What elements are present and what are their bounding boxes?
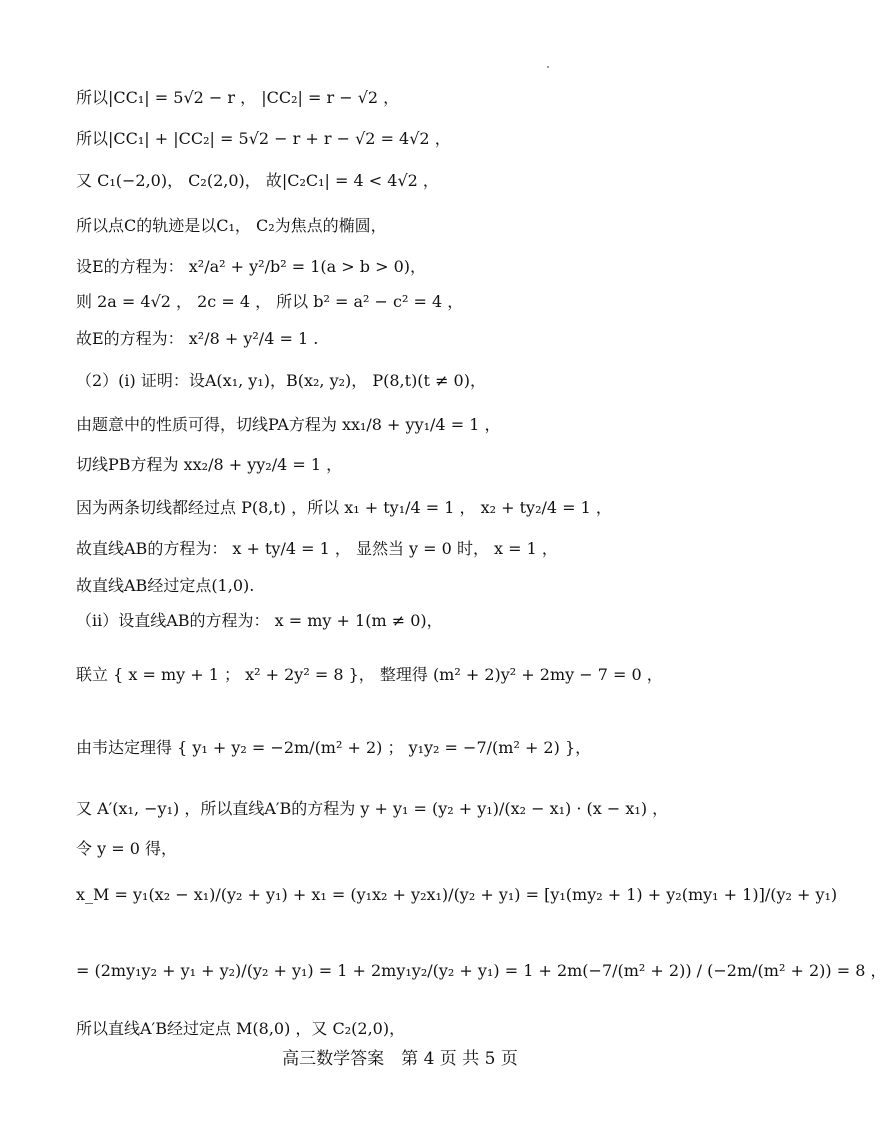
text-line: 所以点C的轨迹是以C₁， C₂为焦点的椭圆， xyxy=(76,216,387,235)
text-line: 又 A′(x₁, −y₁) ，所以直线A′B的方程为 y + y₁ = (y₂ + y₁)/(x₂ − x₁) · (x − x₁) ， xyxy=(76,799,669,818)
text-line: x_M = y₁(x₂ − x₁)/(y₂ + y₁) + x₁ = (y₁x₂ + y₂x₁)/(y₂ + y₁) = [y₁(my₂ + 1) + y₂(my₁ + 1)]/(y₂ + y₁) xyxy=(76,885,838,904)
text-line: （2）(i) 证明：设A(x₁, y₁)，B(x₂, y₂)， P(8,t)(t ≠ 0)， xyxy=(76,371,486,390)
text-line: 设E的方程为： x²/a² + y²/b² = 1(a > b > 0)， xyxy=(76,257,426,276)
text-line: 所以直线A′B经过定点 M(8,0) ，又 C₂(2,0)， xyxy=(76,1019,406,1038)
text-line: 所以|CC₁| = 5√2 − r ， |CC₂| = r − √2 ， xyxy=(76,88,400,107)
scan-speck xyxy=(547,66,549,68)
text-line: = (2my₁y₂ + y₁ + y₂)/(y₂ + y₁) = 1 + 2my₁y₂/(y₂ + y₁) = 1 + 2m(−7/(m² + 2)) / (−2m/(m² + 2)) = 8 ， xyxy=(76,961,886,980)
text-line: 由韦达定理得 { y₁ + y₂ = −2m/(m² + 2) ； y₁y₂ = −7/(m² + 2) }， xyxy=(76,738,592,757)
text-line: 所以|CC₁| + |CC₂| = 5√2 − r + r − √2 = 4√2 ， xyxy=(76,129,451,148)
text-line: 故直线AB经过定点(1,0). xyxy=(76,576,255,595)
text-line: 又 C₁(−2,0)， C₂(2,0)， 故|C₂C₁| = 4 < 4√2 ， xyxy=(76,171,439,190)
text-line: 联立 { x = my + 1 ； x² + 2y² = 8 }， 整理得 (m² + 2)y² + 2my − 7 = 0 ， xyxy=(76,665,663,684)
page-footer: 高三数学答案 第 4 页 共 5 页 xyxy=(282,1049,518,1069)
text-line: 则 2a = 4√2 ， 2c = 4 ， 所以 b² = a² − c² = 4 ， xyxy=(76,292,464,311)
text-line: 因为两条切线都经过点 P(8,t) ，所以 x₁ + ty₁/4 = 1 ， x₂ + ty₂/4 = 1 ， xyxy=(76,498,612,517)
text-line: 由题意中的性质可得，切线PA方程为 xx₁/8 + yy₁/4 = 1 ， xyxy=(76,415,501,434)
text-line: 故直线AB的方程为： x + ty/4 = 1 ， 显然当 y = 0 时， x = 1 ， xyxy=(76,539,558,558)
text-line: 切线PB方程为 xx₂/8 + yy₂/4 = 1 ， xyxy=(76,455,343,474)
text-line: 令 y = 0 得， xyxy=(76,839,177,858)
text-line: （ii）设直线AB的方程为： x = my + 1(m ≠ 0)， xyxy=(76,611,443,630)
text-line: 故E的方程为： x²/8 + y²/4 = 1 . xyxy=(76,329,319,348)
